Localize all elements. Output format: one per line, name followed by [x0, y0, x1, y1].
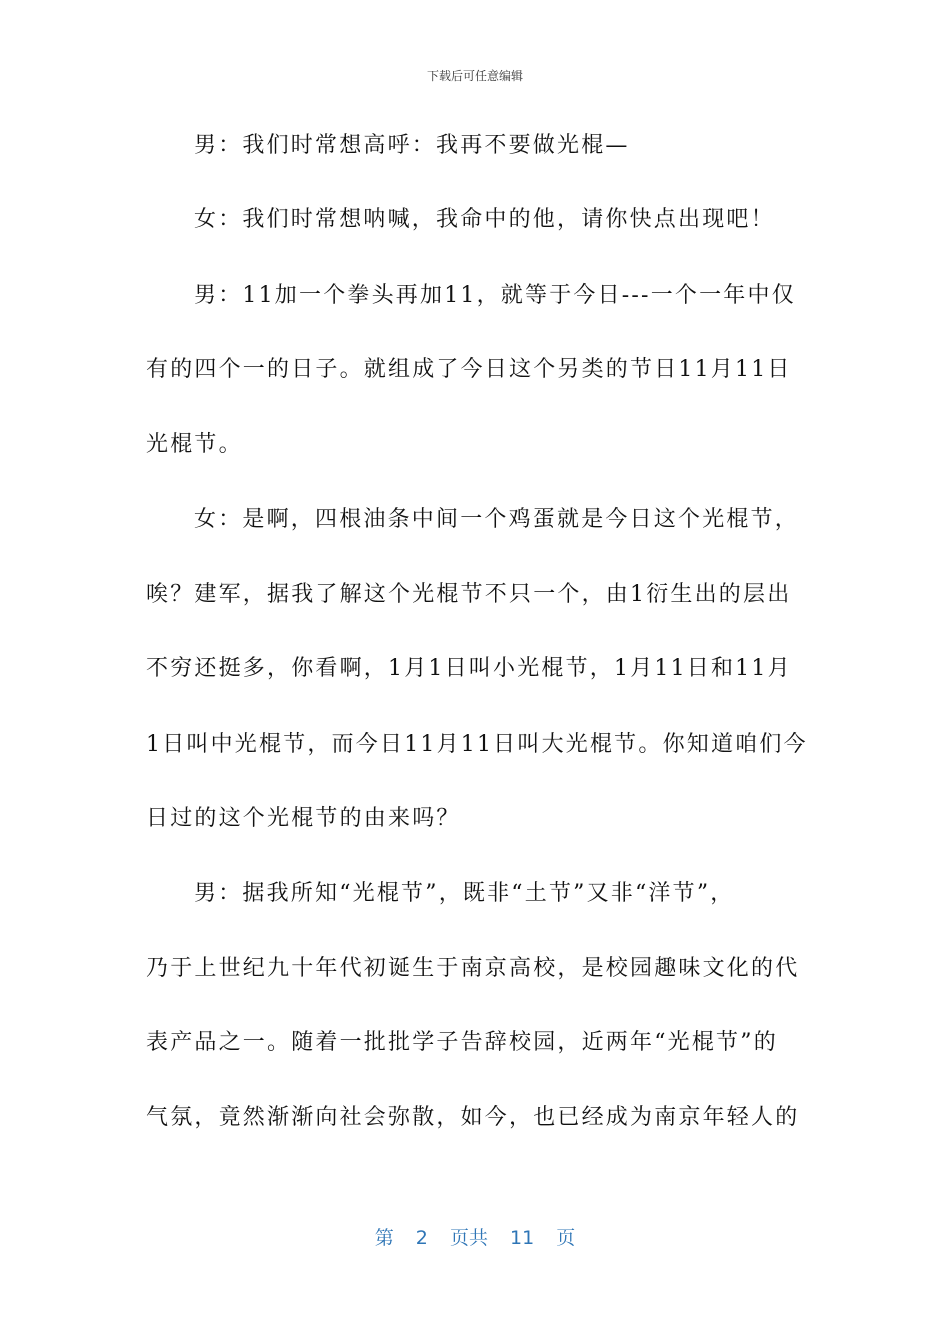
- current-page-number: 2: [415, 1227, 428, 1249]
- text-line-1: 男：我们时常想高呼：我再不要做光棍—: [194, 133, 630, 158]
- text-line-5: 光棍节。: [146, 432, 243, 457]
- page-label-mid: 页共: [449, 1227, 488, 1249]
- total-pages-number: 11: [510, 1227, 535, 1249]
- text-line-6: 女：是啊，四根油条中间一个鸡蛋就是今日这个光棍节，: [194, 507, 800, 532]
- page-label-prefix: 第: [374, 1227, 394, 1249]
- text-line-13: 表产品之一。随着一批批学子告辞校园，近两年“光棍节”的: [146, 1030, 778, 1055]
- text-line-2: 女：我们时常想呐喊，我命中的他，请你快点出现吧！: [194, 207, 775, 232]
- text-line-14: 气氛，竟然渐渐向社会弥散，如今，也已经成为南京年轻人的: [146, 1105, 800, 1130]
- page-header: 下载后可任意编辑: [426, 69, 523, 83]
- text-line-10: 日过的这个光棍节的由来吗？: [146, 806, 461, 831]
- text-line-8: 不穷还挺多，你看啊，1月1日叫小光棍节，1月11日和11月: [146, 656, 792, 681]
- text-line-11: 男：据我所知“光棍节”，既非“土节”又非“洋节”，: [194, 881, 735, 906]
- text-line-3: 男：11加一个拳头再加11，就等于今日---一个一年中仅: [194, 283, 796, 308]
- text-line-7: 唉？建军，据我了解这个光棍节不只一个，由1衍生出的层出: [146, 582, 792, 607]
- text-line-4: 有的四个一的日子。就组成了今日这个另类的节日11月11日: [146, 357, 792, 382]
- text-line-12: 乃于上世纪九十年代初诞生于南京高校，是校园趣味文化的代: [146, 956, 800, 981]
- text-line-9: 1日叫中光棍节，而今日11月11日叫大光棍节。你知道咱们今: [146, 732, 808, 757]
- page-footer: [0, 1224, 950, 1252]
- page-label-suffix: 页: [556, 1227, 576, 1249]
